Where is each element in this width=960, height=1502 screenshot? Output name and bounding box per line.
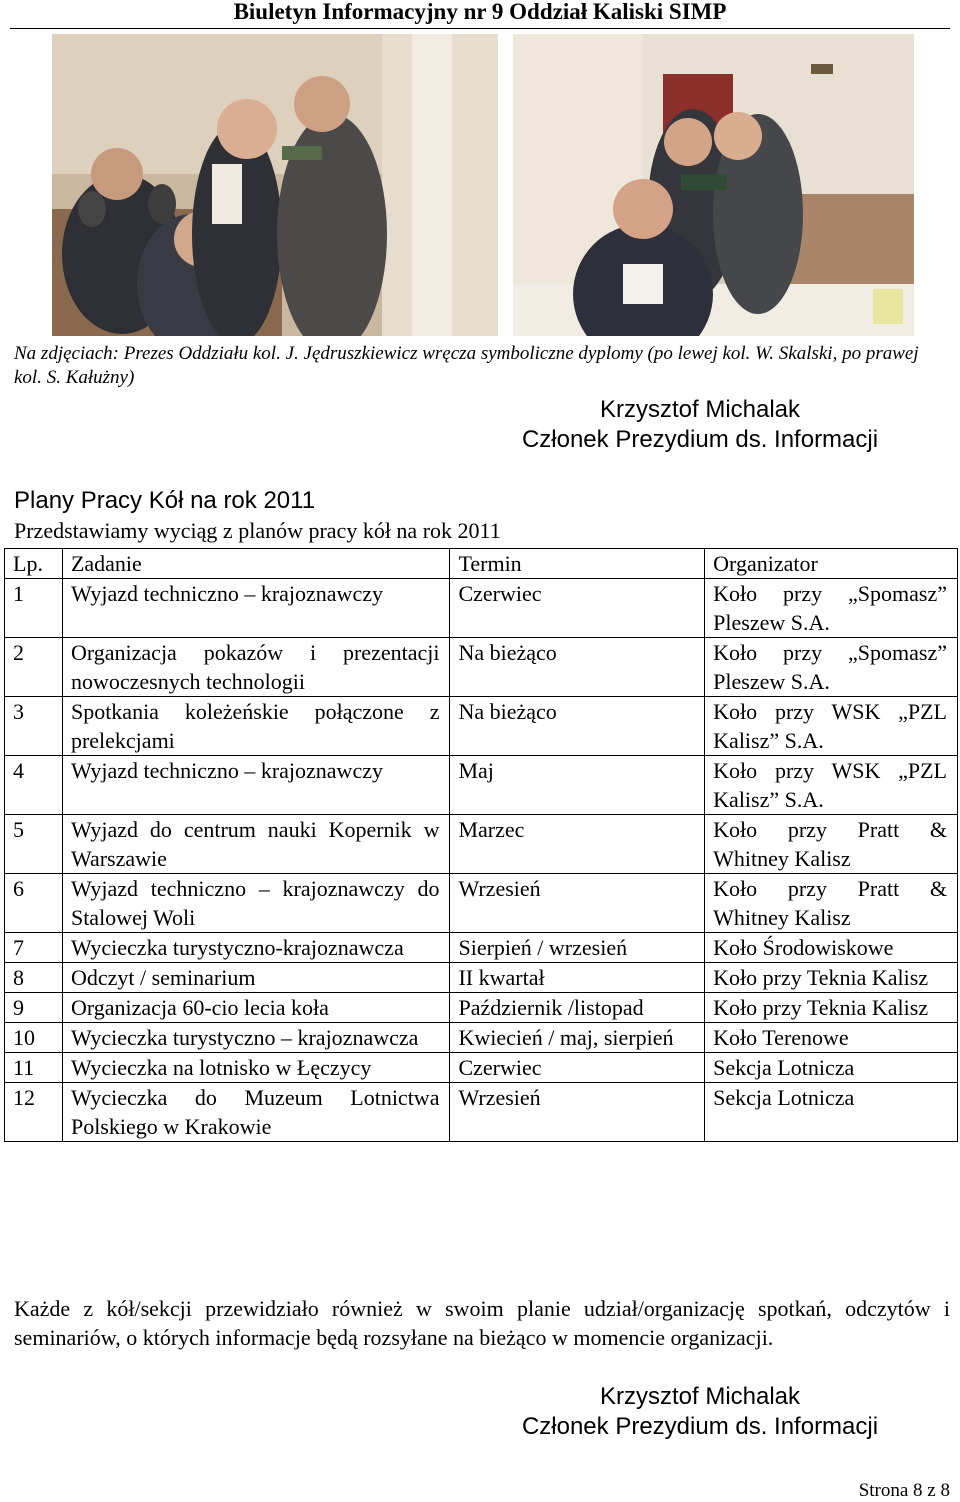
cell-task: Wycieczka na lotnisko w Łęczycy bbox=[62, 1053, 450, 1083]
cell-task: Wyjazd do centrum nauki Kopernik w Warszawie bbox=[62, 815, 450, 874]
cell-date: Czerwiec bbox=[450, 1053, 705, 1083]
cell-task: Wyjazd techniczno – krajoznawczy bbox=[62, 579, 450, 638]
cell-lp: 2 bbox=[5, 638, 63, 697]
signature-name: Krzysztof Michalak bbox=[599, 396, 801, 423]
photo-right-image bbox=[513, 34, 914, 336]
cell-date: Kwiecień / maj, sierpień bbox=[450, 1023, 705, 1053]
cell-org: Koło przy Pratt & Whitney Kalisz bbox=[705, 815, 958, 874]
page-number: Strona 8 z 8 bbox=[858, 1480, 950, 1501]
table-row bbox=[5, 815, 958, 874]
signature-role: Członek Prezydium ds. Informacji bbox=[521, 1413, 879, 1440]
signature-top bbox=[440, 395, 960, 455]
cell-task: Organizacja 60-cio lecia koła bbox=[62, 993, 450, 1023]
cell-org: Sekcja Lotnicza bbox=[705, 1083, 958, 1142]
cell-date: Czerwiec bbox=[450, 579, 705, 638]
cell-date: Sierpień / wrzesień bbox=[450, 933, 705, 963]
header-org: Organizator bbox=[705, 549, 958, 579]
table-row bbox=[5, 993, 958, 1023]
photo-caption: Na zdjęciach: Prezes Oddziału kol. J. Jędruszkiewicz wręcza symboliczne dyplomy (po lewej kol. W. Skalski, po prawej kol. S. Kałużny) bbox=[14, 343, 919, 388]
cell-lp: 11 bbox=[5, 1053, 63, 1083]
cell-org: Koło Środowiskowe bbox=[705, 933, 958, 963]
cell-lp: 10 bbox=[5, 1023, 63, 1053]
signature-name: Krzysztof Michalak bbox=[599, 1383, 801, 1410]
photo-right bbox=[513, 34, 914, 336]
closing-paragraph: Każde z kół/sekcji przewidziało również w swoim planie udział/organizację spotkań, odczytów i seminariów, o których informacje będą rozsyłane na bieżąco w momencie organizacji. bbox=[14, 1296, 950, 1350]
table-header-row bbox=[5, 549, 958, 579]
table-row bbox=[5, 756, 958, 815]
cell-lp: 8 bbox=[5, 963, 63, 993]
cell-org: Koło przy WSK „PZL Kalisz” S.A. bbox=[705, 697, 958, 756]
table-row bbox=[5, 963, 958, 993]
header-date: Termin bbox=[450, 549, 705, 579]
table-row bbox=[5, 1053, 958, 1083]
cell-org: Koło przy „Spomasz” Pleszew S.A. bbox=[705, 579, 958, 638]
table-row bbox=[5, 874, 958, 933]
signature-bottom bbox=[440, 1382, 960, 1442]
table-row bbox=[5, 1023, 958, 1053]
cell-task: Wycieczka turystyczno – krajoznawcza bbox=[62, 1023, 450, 1053]
cell-org: Koło przy Teknia Kalisz bbox=[705, 993, 958, 1023]
cell-date: Na bieżąco bbox=[450, 638, 705, 697]
cell-lp: 4 bbox=[5, 756, 63, 815]
cell-date: Marzec bbox=[450, 815, 705, 874]
table-row bbox=[5, 933, 958, 963]
cell-date: Na bieżąco bbox=[450, 697, 705, 756]
header-divider bbox=[10, 28, 950, 29]
work-plans-table bbox=[4, 548, 958, 1142]
cell-org: Koło przy „Spomasz” Pleszew S.A. bbox=[705, 638, 958, 697]
cell-lp: 6 bbox=[5, 874, 63, 933]
cell-date: Maj bbox=[450, 756, 705, 815]
table-row bbox=[5, 697, 958, 756]
cell-lp: 5 bbox=[5, 815, 63, 874]
cell-task: Wyjazd techniczno – krajoznawczy bbox=[62, 756, 450, 815]
cell-date: Październik /listopad bbox=[450, 993, 705, 1023]
cell-lp: 12 bbox=[5, 1083, 63, 1142]
cell-task: Wycieczka turystyczno-krajoznawcza bbox=[62, 933, 450, 963]
cell-org: Sekcja Lotnicza bbox=[705, 1053, 958, 1083]
bulletin-header: Biuletyn Informacyjny nr 9 Oddział Kaliski SIMP bbox=[233, 0, 727, 24]
photo-left-image bbox=[52, 34, 498, 336]
section-title: Plany Pracy Kół na rok 2011 bbox=[14, 487, 316, 514]
cell-lp: 3 bbox=[5, 697, 63, 756]
cell-task: Spotkania koleżeńskie połączone z prelekcjami bbox=[62, 697, 450, 756]
cell-org: Koło Terenowe bbox=[705, 1023, 958, 1053]
cell-lp: 7 bbox=[5, 933, 63, 963]
cell-date: Wrzesień bbox=[450, 1083, 705, 1142]
cell-task: Wycieczka do Muzeum Lotnictwa Polskiego w Krakowie bbox=[62, 1083, 450, 1142]
header-lp: Lp. bbox=[5, 549, 63, 579]
header-task: Zadanie bbox=[62, 549, 450, 579]
cell-org: Koło przy WSK „PZL Kalisz” S.A. bbox=[705, 756, 958, 815]
cell-lp: 1 bbox=[5, 579, 63, 638]
cell-date: II kwartał bbox=[450, 963, 705, 993]
signature-role: Członek Prezydium ds. Informacji bbox=[521, 426, 879, 453]
photo-left bbox=[52, 34, 498, 336]
cell-task: Wyjazd techniczno – krajoznawczy do Stalowej Woli bbox=[62, 874, 450, 933]
table-row bbox=[5, 1083, 958, 1142]
table-row bbox=[5, 579, 958, 638]
table-row bbox=[5, 638, 958, 697]
cell-org: Koło przy Teknia Kalisz bbox=[705, 963, 958, 993]
section-intro: Przedstawiamy wyciąg z planów pracy kół na rok 2011 bbox=[14, 518, 501, 543]
cell-date: Wrzesień bbox=[450, 874, 705, 933]
cell-org: Koło przy Pratt & Whitney Kalisz bbox=[705, 874, 958, 933]
cell-lp: 9 bbox=[5, 993, 63, 1023]
cell-task: Odczyt / seminarium bbox=[62, 963, 450, 993]
cell-task: Organizacja pokazów i prezentacji nowoczesnych technologii bbox=[62, 638, 450, 697]
